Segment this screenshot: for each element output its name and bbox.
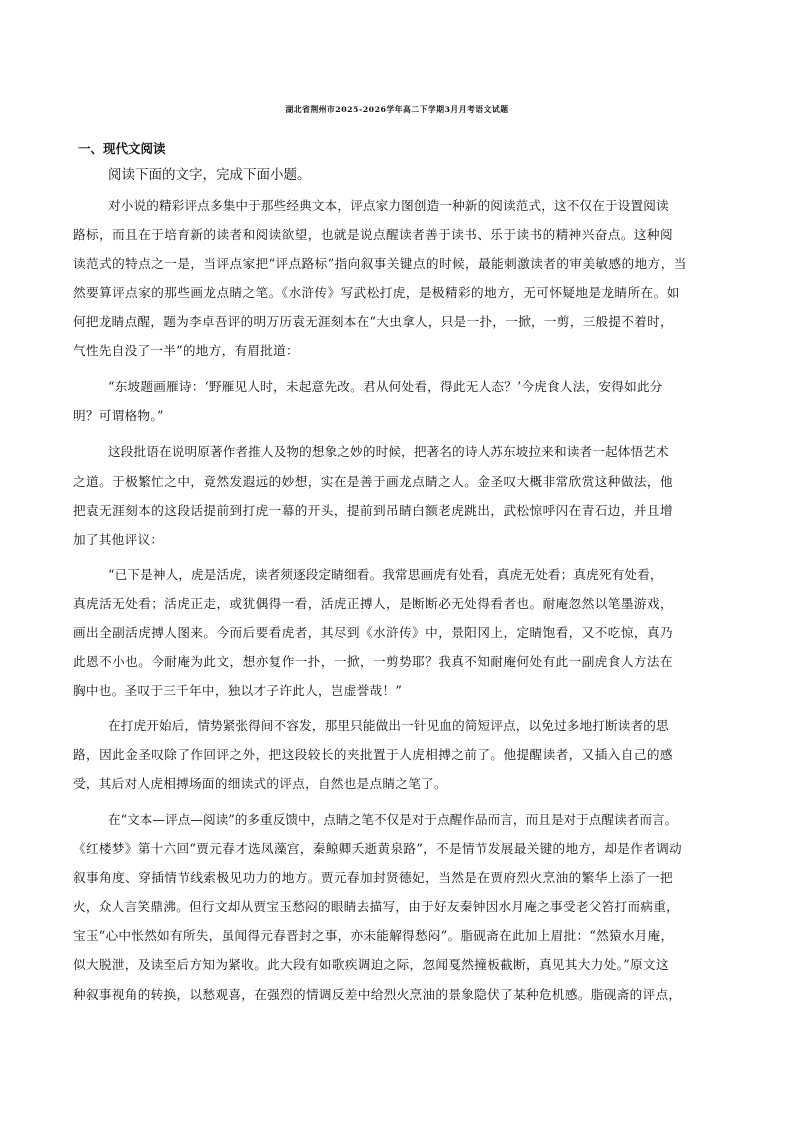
paragraph-line: 何把龙睛点醒，题为李卓吾评的明万历袁无涯刻本在“大虫拿人，只是一扑，一掀，一剪，三般提不着时， [73,314,673,329]
paragraph-line: 在“文本—评点—阅读”的多重反馈中，点睛之笔不仅是对于点醒作品而言，而且是对于点醒读者而言。 [108,812,678,827]
paragraph-line: 种叙事视角的转换，以愁观喜，在强烈的情调反差中给烈火烹油的景象隐伏了某种危机感。脂砚斋的评点， [73,987,682,1002]
paragraph-line: 叙事角度、穿插情节线索极见功力的地方。贾元春加封贤德妃，当然是在贾府烈火烹油的繁华上添了一把 [73,870,674,885]
page-title: 湖北省荆州市2025-2026学年高二下学期3月月考语文试题 [285,105,509,114]
paragraph-line: 之道。于极繁忙之中，竟然发遐远的妙想，实在是善于画龙点睛之人。金圣叹大概非常欣赏这种做法，他 [73,474,674,489]
paragraph-line: 受，其后对人虎相搏场面的细读式的评点，自然也是点睛之笔了。 [73,776,447,791]
paragraph-line: 在打虎开始后，情势紧张得间不容发，那里只能做出一针见血的简短评点，以免过多地打断读者的思 [108,718,669,733]
paragraph-line: 气性先自没了一半”的地方，有眉批道： [73,343,299,358]
paragraph-line: 真虎活无处看；活虎正走，或犹偶得一看，活虎正搏人，是断断必无处得看者也。耐庵忽然以笔墨游戏， [73,596,674,611]
paragraph-line: 明？可谓格物。” [73,408,164,423]
paragraph-line: 加了其他评议： [73,532,164,547]
paragraph-line: 这段批语在说明原著作者推人及物的想象之妙的时候，把著名的诗人苏东坡拉来和读者一起体悟艺术 [108,444,669,459]
paragraph-line: 火，众人言笑鼎沸。但行文却从贾宝玉愁闷的眼睛去描写，由于好友秦钟因水月庵之事受老父笞打而病重， [73,899,680,914]
paragraph-line: “已下是神人，虎是活虎，读者须逐段定睛细看。我常思画虎有处看，真虎无处看；真虎死有处看， [108,567,663,582]
paragraph-line: 路，因此金圣叹除了作回评之外，把这段较长的夹批置于人虎相搏之前了。他提醒读者，又插入自己的感 [73,747,674,762]
paragraph-line: 宝玉“心中怅然如有所失，虽闻得元春晋封之事，亦未能解得愁闷”。脂砚斋在此加上眉批：“然猿水月庵， [73,928,674,943]
paragraph-line: 此恩不小也。今耐庵为此文，想亦复作一扑，一掀，一剪势耶？我真不知耐庵何处有此一副虎食人方法在 [73,654,674,669]
section-heading: 一、现代文阅读 [78,141,166,156]
reading-instruction: 阅读下面的文字，完成下面小题。 [108,167,311,183]
paragraph-line: “东坡题画雁诗：‘野雁见人时，未起意先改。君从何处看，得此无人态？’今虎食人法，安得如此分 [108,379,663,394]
paragraph-line: 路标，而且在于培育新的读者和阅读欲望，也就是说点醒读者善于读书、乐于读书的精神兴奋点。这种阅 [73,227,674,242]
paragraph-line: 对小说的精彩评点多集中于那些经典文本，评点家力图创造一种新的阅读范式，这不仅在于设置阅读 [108,198,669,213]
paragraph-line: 读范式的特点之一是，当评点家把“评点路标”指向叙事关键点的时候，最能刺激读者的审美敏感的地方，当 [73,256,687,271]
paragraph-line: 胸中也。圣叹于三千年中，独以才子许此人，岂虚誉哉！” [73,683,403,698]
paragraph-line: 画出全副活虎搏人图来。今而后要看虎者，其尽到《水浒传》中，景阳冈上，定睛饱看，又不吃惊，真乃 [73,625,674,640]
paragraph-line: 把袁无涯刻本的这段话提前到打虎一幕的开头，提前到吊睛白额老虎跳出，武松惊呼闪在青石边，并且增 [73,503,674,518]
paragraph-line: 似大脱泄，及读至后方知为紧收。此大段有如歌疾调迫之际，忽闻戛然撞板截断，真见其大力处。”原文这 [73,957,669,972]
paragraph-line: 然要算评点家的那些画龙点睛之笔。《水浒传》写武松打虎，是极精彩的地方，无可怀疑地是龙睛所在。如 [73,285,680,300]
paragraph-line: 《红楼梦》第十六回“贾元春才选凤藻宫，秦鲸卿夭逝黄泉路”，不是情节发展最关键的地方，却是作者调动 [73,841,682,856]
